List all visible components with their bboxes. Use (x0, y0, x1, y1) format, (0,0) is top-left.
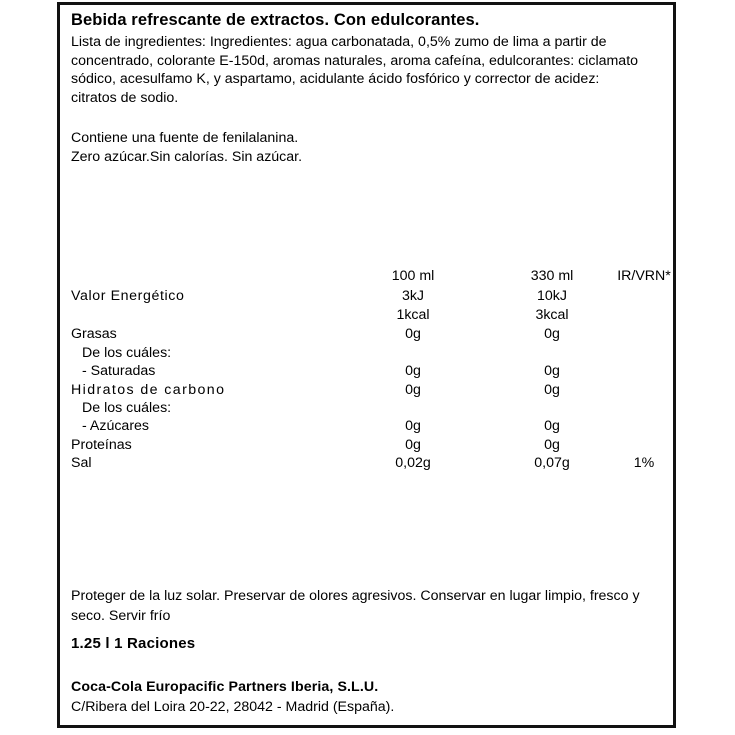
row-value-330ml: 0g (544, 437, 560, 453)
label-content (71, 10, 671, 725)
nutrition-table-grid (71, 265, 671, 472)
header-blank-cell (71, 265, 339, 287)
row-label: De los cuáles: (82, 345, 172, 361)
table-row (71, 436, 671, 454)
table-row (71, 325, 671, 344)
row-value-330ml: 0g (544, 363, 560, 379)
row-value-100ml: 0g (405, 437, 421, 453)
row-label: Hidratos de carbono (71, 382, 226, 398)
row-value-vrn (617, 287, 671, 306)
product-title: Bebida refrescante de extractos. Con edulcorantes. (71, 11, 480, 29)
row-value-vrn (617, 344, 671, 362)
nutrition-label-panel (57, 2, 676, 728)
row-value-330ml: 3kcal (535, 307, 569, 323)
row-value-100ml (339, 399, 487, 417)
table-row (71, 381, 671, 399)
row-value-vrn (617, 381, 671, 399)
manufacturer-name: Coca-Cola Europacific Partners Iberia, S.L.U. (71, 679, 379, 695)
table-row (71, 344, 671, 362)
row-label: Sal (71, 455, 92, 471)
manufacturer-block (71, 677, 394, 717)
row-value-330ml (487, 344, 617, 362)
row-value-330ml: 0g (544, 326, 560, 342)
nutrition-facts-table (71, 265, 671, 472)
row-value-330ml (487, 399, 617, 417)
row-value-100ml (339, 344, 487, 362)
row-value-330ml: 0g (544, 382, 560, 398)
row-value-vrn (617, 306, 671, 325)
row-value-330ml: 0g (544, 418, 560, 434)
sugar-claims: Zero azúcar.Sin calorías. Sin azúcar. (71, 149, 303, 166)
row-value-vrn (617, 436, 671, 454)
table-row (71, 417, 671, 436)
allergen-and-claims-block (71, 129, 665, 167)
row-label: Grasas (71, 326, 117, 342)
table-header-row (71, 265, 671, 287)
row-value-100ml: 0g (405, 418, 421, 434)
table-row (71, 362, 671, 381)
row-label: Proteínas (71, 437, 132, 453)
volume-and-servings: 1.25 l 1 Raciones (71, 635, 196, 652)
table-row (71, 454, 671, 472)
table-row (71, 287, 671, 306)
row-value-100ml: 0g (405, 363, 421, 379)
row-value-vrn: 1% (633, 455, 655, 471)
row-value-100ml: 3kJ (401, 288, 425, 304)
row-label: Valor Energético (71, 288, 185, 304)
table-row (71, 306, 671, 325)
header-per-100ml: 100 ml (391, 268, 435, 284)
header-reference-intake: IR/VRN* (617, 268, 671, 284)
ingredients-list: Lista de ingredientes: Ingredientes: agua carbonatada, 0,5% zumo de lima a partir de concentrado, colorante E-150d, aromas naturales, aroma cafeína, edulcorantes: ciclamato sódico, acesulfamo K, y aspartamo, acidulante ácido fosfórico y corrector de acidez: citratos de sodio. (71, 34, 639, 106)
storage-instructions: Proteger de la luz solar. Preservar de olores agresivos. Conservar en lugar limpio, fresco y seco. Servir frío (71, 588, 640, 624)
row-value-100ml: 0,02g (395, 455, 431, 471)
row-label: - Azúcares (82, 418, 150, 434)
allergen-note: Contiene una fuente de fenilalanina. (71, 130, 299, 147)
row-label: - Saturadas (82, 363, 156, 379)
row-label: De los cuáles: (82, 400, 172, 416)
row-value-vrn (617, 362, 671, 381)
row-label (71, 306, 339, 325)
row-value-330ml: 10kJ (537, 288, 567, 304)
row-value-vrn (617, 325, 671, 344)
row-value-vrn (617, 399, 671, 417)
row-value-vrn (617, 417, 671, 436)
row-value-330ml: 0,07g (534, 455, 570, 471)
row-value-100ml: 0g (405, 382, 421, 398)
row-value-100ml: 0g (405, 326, 421, 342)
table-row (71, 399, 671, 417)
manufacturer-address: C/Ribera del Loira 20-22, 28042 - Madrid (España). (71, 699, 395, 715)
header-per-330ml: 330 ml (530, 268, 574, 284)
row-value-100ml: 1kcal (396, 307, 430, 323)
